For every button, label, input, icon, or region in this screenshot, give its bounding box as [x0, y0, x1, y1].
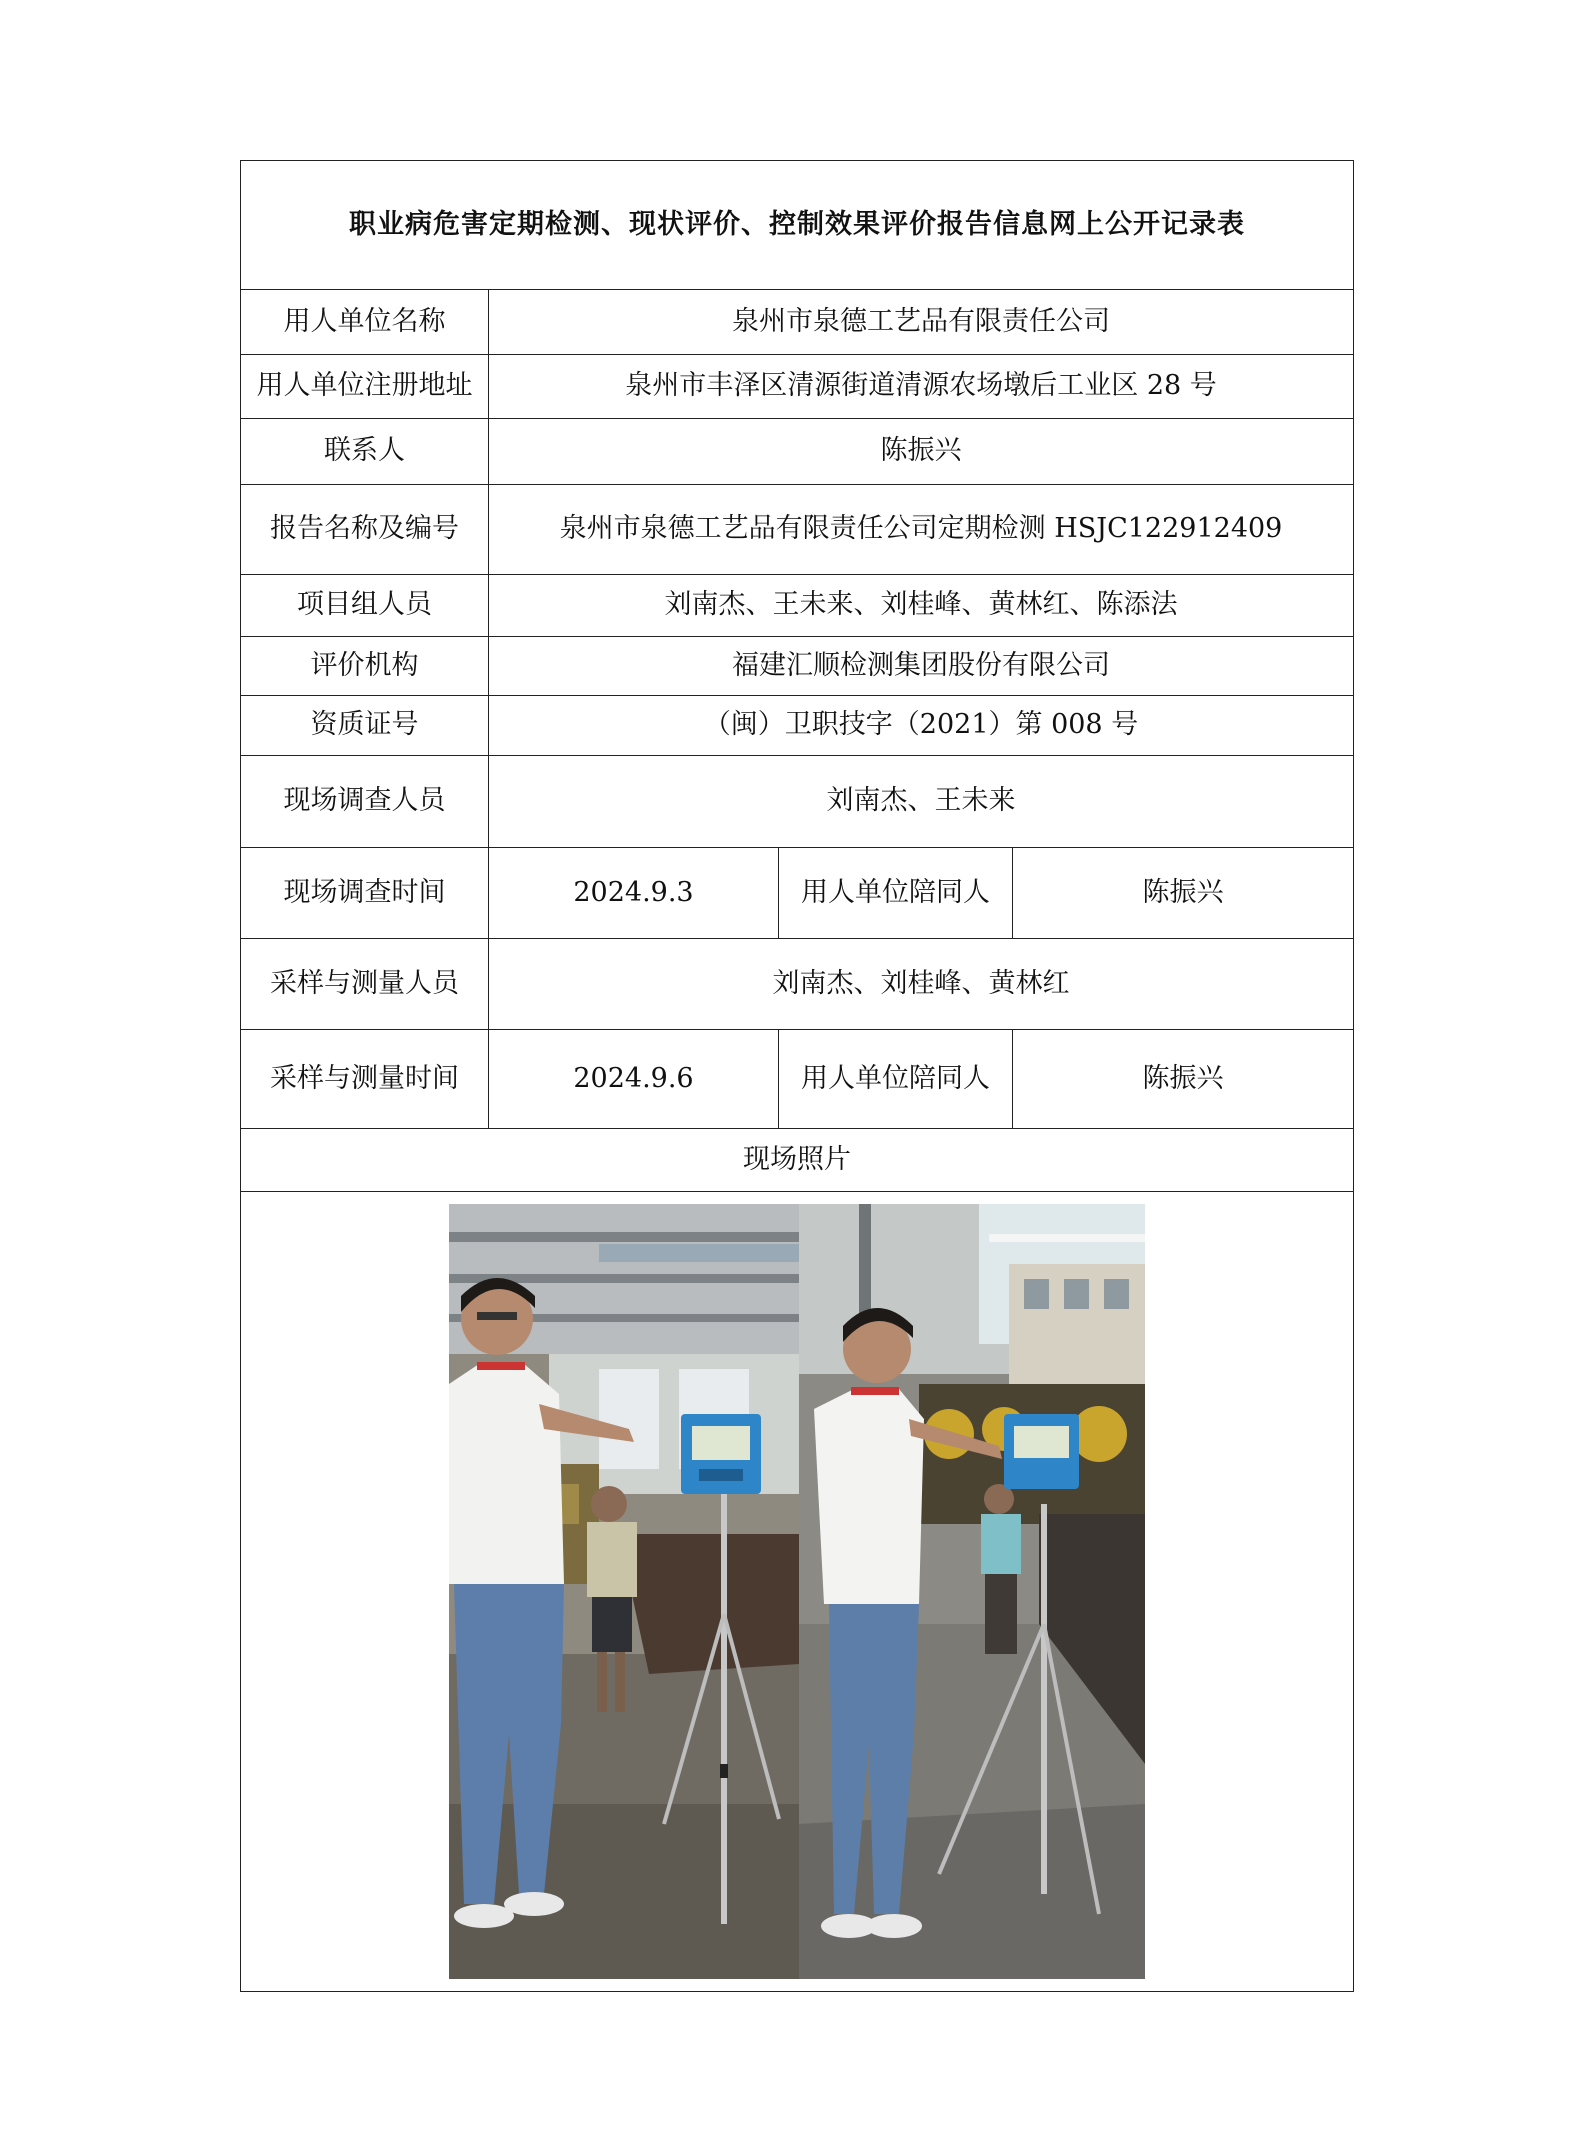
team-value: 刘南杰、王未来、刘桂峰、黄林红、陈添法 [489, 575, 1354, 637]
document-title: 职业病危害定期检测、现状评价、控制效果评价报告信息网上公开记录表 [241, 161, 1354, 290]
report-label: 报告名称及编号 [241, 485, 489, 575]
survey-companion-value: 陈振兴 [1013, 848, 1354, 939]
employer-address-label: 用人单位注册地址 [241, 355, 489, 419]
photos-cell [241, 1192, 1354, 1992]
survey-staff-label: 现场调查人员 [241, 756, 489, 848]
sampling-staff-value: 刘南杰、刘桂峰、黄林红 [489, 939, 1354, 1030]
photos-header: 现场照片 [241, 1129, 1354, 1192]
agency-value: 福建汇顺检测集团股份有限公司 [489, 637, 1354, 696]
site-photo-2 [799, 1204, 1145, 1979]
sampling-staff-label: 采样与测量人员 [241, 939, 489, 1030]
site-photos [449, 1204, 1145, 1979]
employer-name-value: 泉州市泉德工艺品有限责任公司 [489, 290, 1354, 355]
license-label: 资质证号 [241, 696, 489, 756]
sampling-time-value: 2024.9.6 [489, 1030, 779, 1129]
employer-address-value: 泉州市丰泽区清源街道清源农场墩后工业区 28 号 [489, 355, 1354, 419]
agency-label: 评价机构 [241, 637, 489, 696]
employer-name-label: 用人单位名称 [241, 290, 489, 355]
site-photo-1 [449, 1204, 799, 1979]
sampling-companion-label: 用人单位陪同人 [779, 1030, 1013, 1129]
survey-time-value: 2024.9.3 [489, 848, 779, 939]
survey-time-label: 现场调查时间 [241, 848, 489, 939]
record-table [240, 160, 1354, 1992]
sampling-companion-value: 陈振兴 [1013, 1030, 1354, 1129]
survey-staff-value: 刘南杰、王未来 [489, 756, 1354, 848]
contact-label: 联系人 [241, 419, 489, 485]
report-value: 泉州市泉德工艺品有限责任公司定期检测 HSJC122912409 [489, 485, 1354, 575]
sampling-time-label: 采样与测量时间 [241, 1030, 489, 1129]
contact-value: 陈振兴 [489, 419, 1354, 485]
survey-companion-label: 用人单位陪同人 [779, 848, 1013, 939]
team-label: 项目组人员 [241, 575, 489, 637]
license-value: （闽）卫职技字（2021）第 008 号 [489, 696, 1354, 756]
